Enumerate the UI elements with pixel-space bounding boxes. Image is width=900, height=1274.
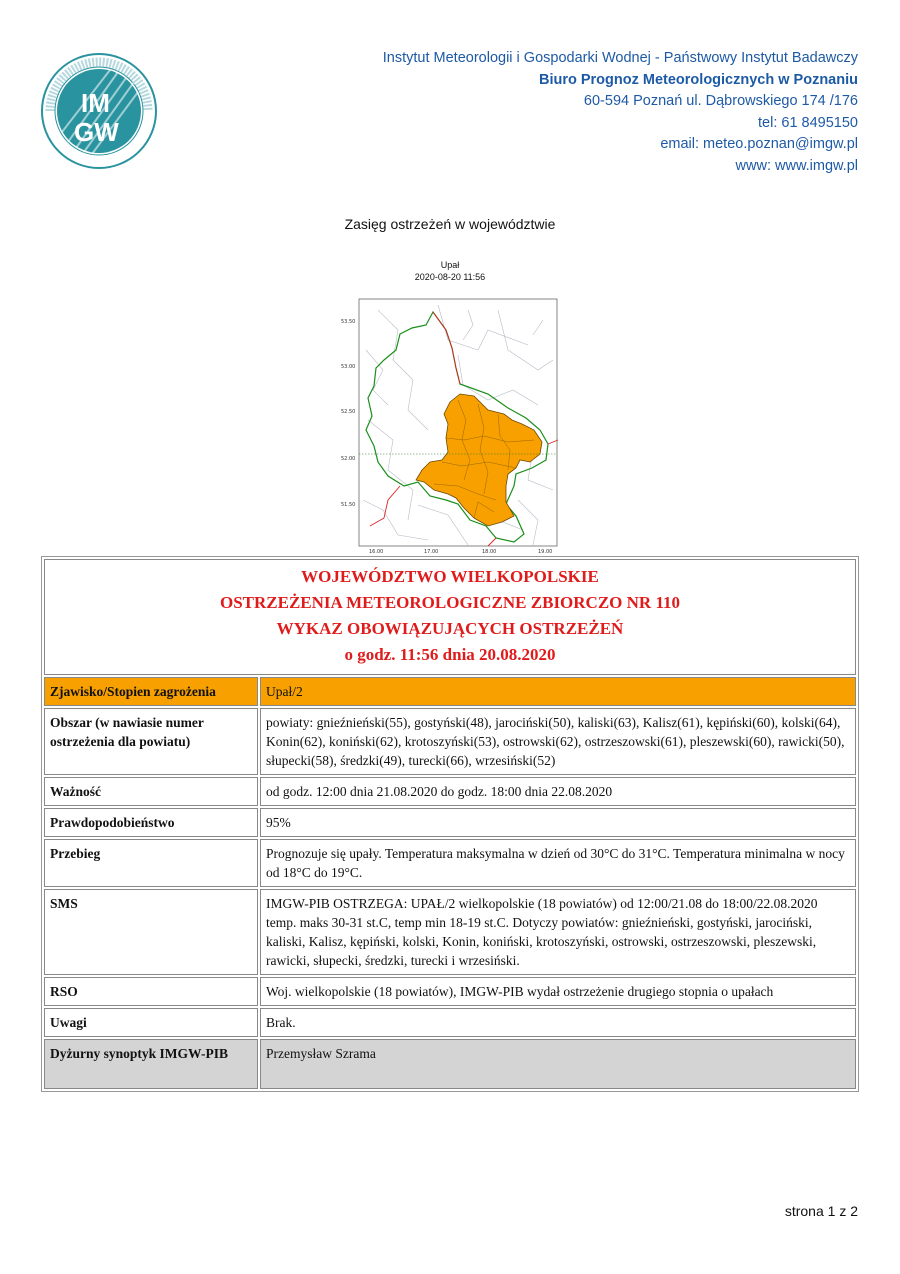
row-value: Przemysław Szrama bbox=[260, 1039, 856, 1089]
table-row bbox=[44, 777, 856, 806]
row-value: powiaty: gnieźnieński(55), gostyński(48), jarociński(50), kaliski(63), Kalisz(61), kępiński(60), kolski(64), Konin(62), koniński(62), krotoszyński(53), ostrowski(62), ostrzeszowski(61), pleszewski(60), rawicki(50), słupecki(58), średzki(49), turecki(66), wrzesiński(52) bbox=[260, 708, 856, 775]
row-value: Upał/2 bbox=[260, 677, 856, 706]
table-row bbox=[44, 1039, 856, 1089]
row-label: Zjawisko/Stopien zagrożenia bbox=[44, 677, 258, 706]
lon-label: 16.00 bbox=[369, 549, 384, 555]
lat-label: 53.00 bbox=[341, 364, 356, 370]
row-label: RSO bbox=[44, 977, 258, 1006]
svg-text:GW: GW bbox=[74, 117, 119, 147]
warning-map bbox=[338, 290, 570, 558]
table-row bbox=[44, 677, 856, 706]
row-value: IMGW-PIB OSTRZEGA: UPAŁ/2 wielkopolskie (18 powiatów) od 12:00/21.08 do 18:00/22.08.2020 temp. maks 30-31 st.C, temp min 18-19 st.C. Dotyczy powiatów: gnieźnieński, gostyński, jarociński, kaliski, Kalisz, kępiński, kolski, Konin, koniński, krotoszyński, ostrowski, ostrzeszowski, pleszewski, rawicki, słupecki, średzki, turecki i wrzesiński. bbox=[260, 889, 856, 975]
table-row bbox=[44, 1008, 856, 1037]
row-label: Prawdopodobieństwo bbox=[44, 808, 258, 837]
bulletin-title: OSTRZEŻENIA METEOROLOGICZNE ZBIORCZO NR 110 bbox=[219, 593, 681, 612]
office-name: Biuro Prognoz Meteorologicznych w Poznaniu bbox=[538, 71, 858, 88]
map-timestamp: 2020-08-20 11:56 bbox=[414, 272, 486, 282]
issue-time: o godz. 11:56 dnia 20.08.2020 bbox=[344, 645, 556, 664]
table-row bbox=[44, 708, 856, 775]
svg-text:IM: IM bbox=[81, 88, 110, 118]
office-address: 60-594 Poznań ul. Dąbrowskiego 174 /176 bbox=[583, 93, 858, 109]
list-title: WYKAZ OBOWIĄZUJĄCYCH OSTRZEŻEŃ bbox=[276, 619, 624, 638]
lat-label: 53.50 bbox=[341, 319, 356, 325]
lat-label: 52.00 bbox=[341, 456, 356, 462]
row-label: Obszar (w nawiasie numer ostrzeżenia dla powiatu) bbox=[44, 708, 258, 775]
office-website: www: www.imgw.pl bbox=[735, 157, 858, 174]
row-label: Uwagi bbox=[44, 1008, 258, 1037]
page-number: strona 1 z 2 bbox=[784, 1203, 858, 1219]
imgw-logo bbox=[40, 52, 158, 170]
row-value: 95% bbox=[260, 808, 856, 837]
table-row bbox=[44, 889, 856, 975]
office-phone: tel: 61 8495150 bbox=[758, 114, 858, 131]
lon-label: 18.00 bbox=[482, 549, 497, 555]
row-value: Woj. wielkopolskie (18 powiatów), IMGW-PIB wydał ostrzeżenie drugiego stopnia o upałach bbox=[260, 977, 856, 1006]
institute-name: Instytut Meteorologii i Gospodarki Wodnej - Państwowy Instytut Badawczy bbox=[382, 50, 858, 66]
voivodeship-title: WOJEWÓDZTWO WIELKOPOLSKIE bbox=[301, 567, 599, 586]
institute-header bbox=[383, 48, 858, 177]
lon-label: 19.00 bbox=[538, 549, 553, 555]
office-email: email: meteo.poznan@imgw.pl bbox=[660, 136, 858, 152]
row-label: Dyżurny synoptyk IMGW-PIB bbox=[44, 1039, 258, 1089]
row-value: Brak. bbox=[260, 1008, 856, 1037]
table-row bbox=[44, 808, 856, 837]
row-label: Ważność bbox=[44, 777, 258, 806]
row-value: Prognozuje się upały. Temperatura maksymalna w dzień od 30°C do 31°C. Temperatura minimalna w nocy od 18°C do 19°C. bbox=[260, 839, 856, 887]
lat-label: 51.50 bbox=[341, 502, 356, 508]
warning-heading bbox=[44, 559, 856, 675]
row-label: SMS bbox=[44, 889, 258, 975]
warning-heading-row bbox=[44, 559, 856, 675]
lat-label: 52.50 bbox=[341, 409, 356, 415]
row-label: Przebieg bbox=[44, 839, 258, 887]
map-phenomenon: Upał bbox=[440, 260, 460, 270]
warning-table bbox=[41, 556, 859, 1092]
table-row bbox=[44, 839, 856, 887]
table-row bbox=[44, 977, 856, 1006]
map-section-title: Zasięg ostrzeżeń w województwie bbox=[344, 216, 556, 232]
lon-label: 17.00 bbox=[424, 549, 439, 555]
row-value: od godz. 12:00 dnia 21.08.2020 do godz. 18:00 dnia 22.08.2020 bbox=[260, 777, 856, 806]
